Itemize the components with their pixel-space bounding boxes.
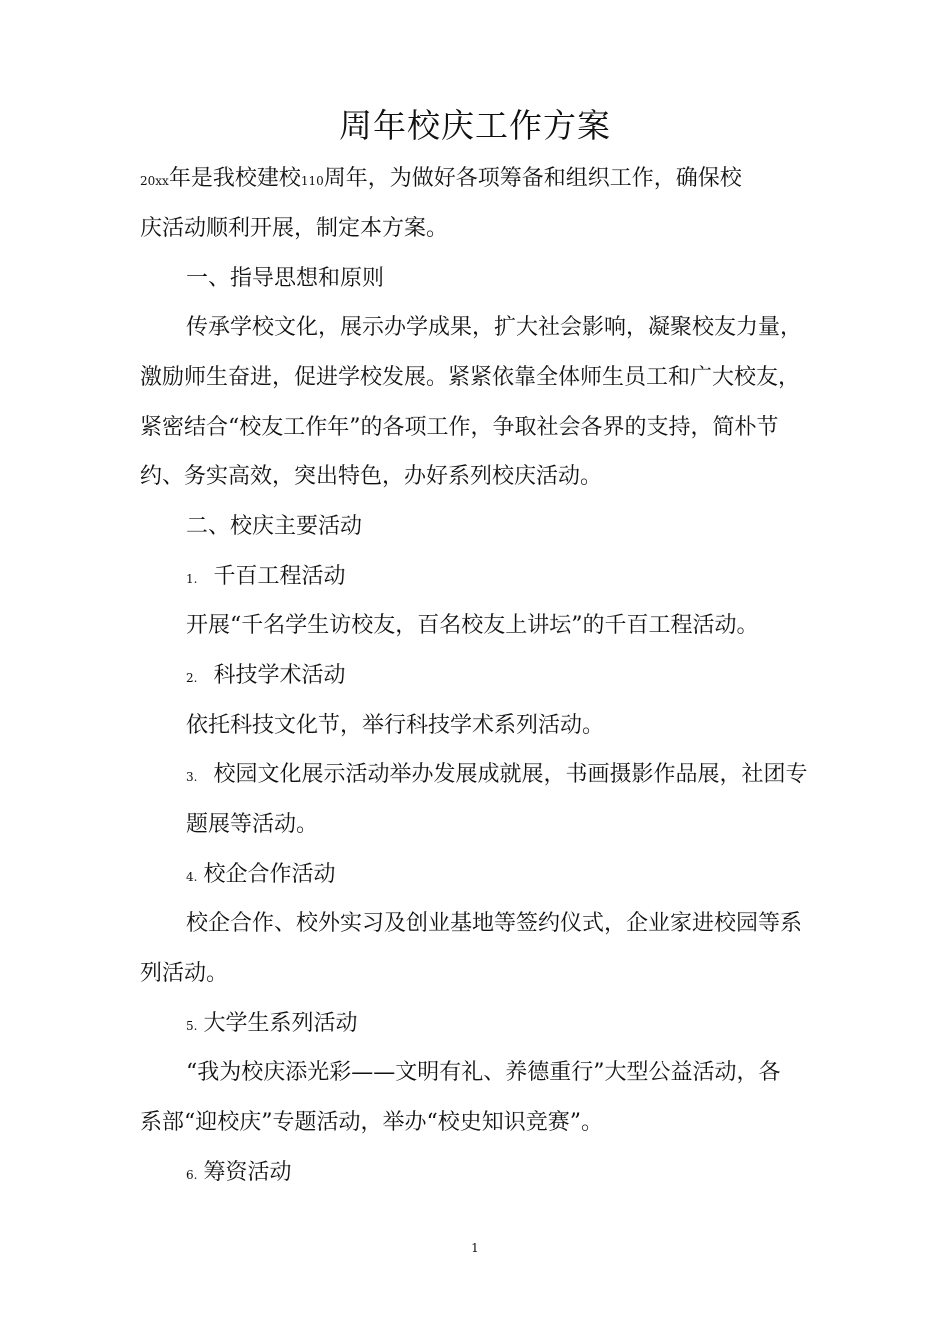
activity-4-body: 列活动。 — [140, 961, 229, 986]
activity-2-body: 依托科技文化节，举行科技学术系列活动。 — [186, 713, 605, 738]
activity-number: 4. — [186, 870, 198, 884]
activity-5-body: “我为校庆添光彩——文明有礼、养德重行”大型公益活动，各 — [186, 1060, 781, 1085]
activity-3-heading — [186, 760, 807, 792]
intro-year: 20xx — [140, 174, 169, 188]
section1-line: 紧密结合“校友工作年”的各项工作，争取社会各界的支持，简朴节 — [140, 415, 779, 440]
document-title: 周年校庆工作方案 — [339, 106, 611, 145]
section1-heading: 一、指导思想和原则 — [186, 266, 385, 291]
activity-number: 2. — [186, 671, 198, 685]
activity-4-heading — [186, 860, 335, 892]
activity-title: 校园文化展示活动举办发展成就展，书画摄影作品展，社团专 — [213, 762, 808, 787]
intro-line-2: 庆活动顺利开展，制定本方案。 — [140, 216, 449, 241]
intro-line-1 — [140, 164, 742, 196]
activity-title: 千百工程活动 — [213, 564, 346, 589]
activity-1-body: 开展“千名学生访校友，百名校友上讲坛”的千百工程活动。 — [186, 613, 759, 638]
activity-number: 3. — [186, 770, 198, 784]
activity-title: 大学生系列活动 — [203, 1011, 358, 1036]
activity-5-body: 系部“迎校庆”专题活动，举办“校史知识竞赛”。 — [140, 1110, 603, 1135]
page-number: 1 — [471, 1241, 479, 1255]
activity-number: 1. — [186, 572, 198, 586]
intro-text-a: 年是我校建校 — [168, 166, 301, 191]
intro-years-num: 110 — [300, 174, 324, 188]
activity-title: 科技学术活动 — [213, 663, 346, 688]
activity-title: 校企合作活动 — [203, 862, 336, 887]
section1-line: 传承学校文化，展示办学成果，扩大社会影响，凝聚校友力量， — [186, 315, 803, 340]
activity-number: 5. — [186, 1019, 198, 1033]
intro-text-b: 周年，为做好各项筹备和组织工作，确保校 — [323, 166, 742, 191]
activity-title: 筹资活动 — [203, 1160, 292, 1185]
section1-line: 激励师生奋进，促进学校发展。紧紧依靠全体师生员工和广大校友， — [140, 365, 801, 390]
activity-number: 6. — [186, 1168, 198, 1182]
section1-line: 约、务实高效，突出特色，办好系列校庆活动。 — [140, 464, 603, 489]
activity-5-heading — [186, 1009, 357, 1041]
activity-6-heading — [186, 1158, 291, 1190]
section2-heading: 二、校庆主要活动 — [186, 514, 363, 539]
activity-1-heading — [186, 562, 345, 594]
activity-3-body: 题展等活动。 — [186, 812, 319, 837]
activity-2-heading — [186, 661, 345, 693]
activity-4-body: 校企合作、校外实习及创业基地等签约仪式，企业家进校园等系 — [186, 911, 803, 936]
